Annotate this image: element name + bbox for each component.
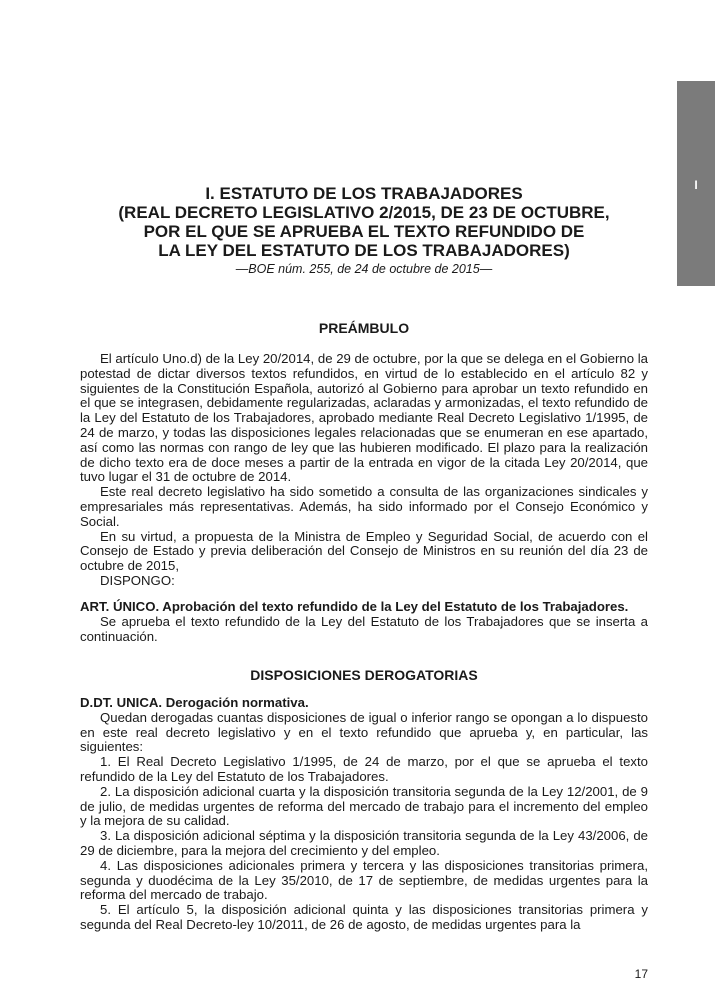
derogatory-heading: DISPOSICIONES DEROGATORIAS — [250, 667, 478, 683]
article-section — [80, 600, 648, 644]
preamble-paragraph: En su virtud, a propuesta de la Ministra de Empleo y Seguridad Social, de acuerdo con el Consejo de Estado y previa deliberación del Consejo de Ministros en su reunión del día 23 de octubre de 2015, — [80, 528, 648, 574]
derogatory-item: 3. La disposición adicional séptima y la disposición transitoria segunda de la Ley 43/2006, de 29 de diciembre, para la mejora del crecimiento y del empleo. — [80, 828, 648, 858]
derogatory-item: 4. Las disposiciones adicionales primera y tercera y las disposiciones transitorias primera, segunda y duodécima de la Ley 35/2010, de 17 de septiembre, de medidas urgentes para la reforma del mercado de trabajo. — [80, 857, 648, 903]
page-number: 17 — [634, 967, 648, 981]
title-line: I. ESTATUTO DE LOS TRABAJADORES — [205, 184, 523, 203]
section-tab-label: I — [694, 178, 698, 192]
preamble-paragraph: Este real decreto legislativo ha sido sometido a consulta de las organizaciones sindicales y empresariales más representativas. Además, ha sido informado por el Consejo Económico y Social. — [80, 484, 648, 529]
title-line: (REAL DECRETO LEGISLATIVO 2/2015, DE 23 DE OCTUBRE, — [118, 203, 610, 222]
article-text: Se aprueba el texto refundido de la Ley del Estatuto de los Trabajadores que se inserta a continuación. — [80, 613, 648, 644]
derogatory-title: D.DT. UNICA. Derogación normativa. — [80, 695, 309, 710]
preamble-heading: PREÁMBULO — [318, 320, 410, 336]
article-title: ART. ÚNICO. Aprobación del texto refundido de la Ley del Estatuto de los Trabajadores. — [80, 599, 629, 614]
boe-reference: —BOE núm. 255, de 24 de octubre de 2015— — [235, 262, 493, 276]
derogatory-item: 2. La disposición adicional cuarta y la disposición transitoria segunda de la Ley 12/2001, de 9 de julio, de medidas urgentes de reforma del mercado de trabajo para el incremento del empleo y la mejora de su calidad. — [80, 783, 648, 829]
preamble-body — [80, 352, 648, 589]
title-line: POR EL QUE SE APRUEBA EL TEXTO REFUNDIDO DE — [143, 222, 585, 241]
derogatory-item: 5. El artículo 5, la disposición adicional quinta y las disposiciones transitorias primera y segunda del Real Decreto-ley 10/2011, de 26 de agosto, de medidas urgentes para la — [80, 902, 648, 932]
preamble-paragraph: El artículo Uno.d) de la Ley 20/2014, de 29 de octubre, por la que se delega en el Gobierno la potestad de dictar diversos textos refundidos, en virtud de lo establecido en el artículo 82 y siguientes de la Constitución Española, autorizó al Gobierno para aprobar un texto refundido en el que se integrasen, debidamente regularizadas, aclaradas y armonizadas, el texto refundido de la Ley del Estatuto de los Trabajadores, aprobado mediante Real Decreto Legislativo 1/1995, de 24 de marzo, y todas las disposiciones legales relacionadas que se enumeran en ese apartado, así como las normas con rango de ley que las hubieren modificado. El plazo para la realización de dicho texto era de doce meses a partir de la entrada en vigor de la citada Ley 20/2014, que tuvo lugar el 31 de octubre de 2014. — [80, 351, 648, 485]
derogatory-section — [80, 696, 648, 933]
title-line: LA LEY DEL ESTATUTO DE LOS TRABAJADORES) — [158, 241, 570, 260]
derogatory-item: 1. El Real Decreto Legislativo 1/1995, de 24 de marzo, por el que se aprueba el texto refundido de la Ley del Estatuto de los Trabajadores. — [80, 754, 648, 784]
derogatory-paragraph: Quedan derogadas cuantas disposiciones de igual o inferior rango se opongan a lo dispuesto en este real decreto legislativo y en el texto refundido que aprueba y, en particular, las siguientes: — [80, 709, 648, 755]
document-title — [80, 184, 648, 260]
disposal-clause: DISPONGO: — [100, 572, 175, 588]
